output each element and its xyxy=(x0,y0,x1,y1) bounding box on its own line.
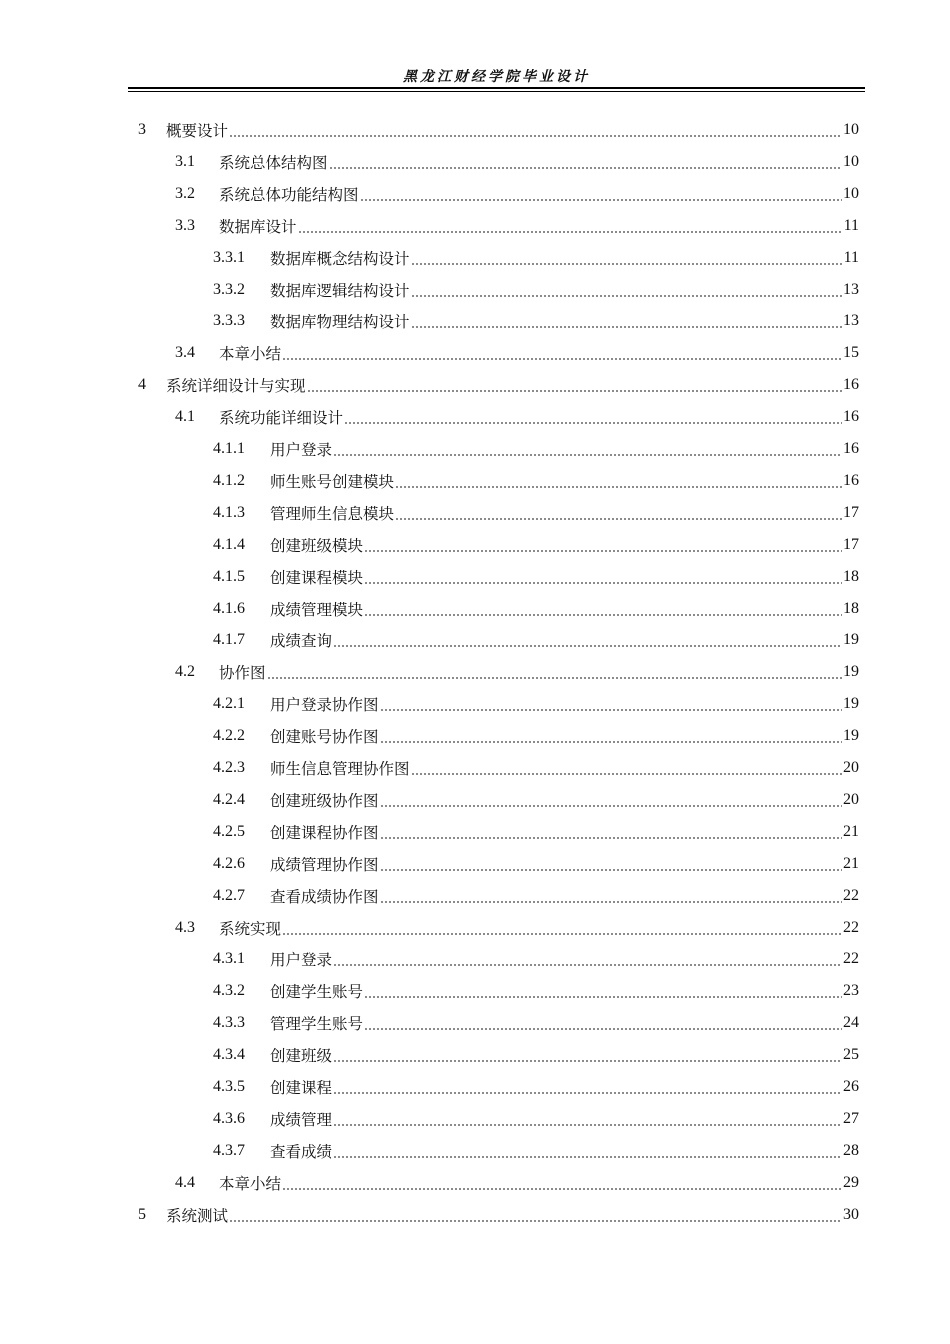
toc-entry-title: 成绩管理 xyxy=(270,1110,333,1129)
toc-entry-page-number: 19 xyxy=(843,631,859,649)
toc-entry-title: 管理学生账号 xyxy=(270,1015,364,1034)
toc-dot-leader xyxy=(333,441,842,457)
toc-entry-number: 4.1.4 xyxy=(213,535,245,553)
toc-dot-leader xyxy=(380,888,842,904)
toc-dot-leader xyxy=(333,1111,842,1127)
toc-entry[interactable] xyxy=(213,848,859,880)
toc-entry-page-number: 17 xyxy=(843,503,859,521)
toc-entry-number: 4.2.4 xyxy=(213,790,245,808)
toc-entry-number: 4.3.7 xyxy=(213,1141,245,1159)
toc-entry-page-number: 25 xyxy=(843,1046,859,1064)
toc-dot-leader xyxy=(333,632,842,648)
toc-entry-page-number: 16 xyxy=(843,471,859,489)
toc-entry-title: 创建班级协作图 xyxy=(270,791,379,810)
toc-dot-leader xyxy=(380,824,842,840)
toc-entry-number: 3 xyxy=(138,121,146,138)
toc-dot-leader xyxy=(411,313,842,329)
toc-entry-page-number: 28 xyxy=(843,1141,859,1159)
toc-dot-leader xyxy=(267,664,842,680)
toc-entry-number: 4.1.7 xyxy=(213,631,245,649)
toc-entry-number: 4.2.6 xyxy=(213,854,245,872)
toc-entry-page-number: 13 xyxy=(843,280,859,298)
toc-entry[interactable] xyxy=(213,880,859,912)
toc-entry-number: 4.1.6 xyxy=(213,599,245,617)
toc-dot-leader xyxy=(307,377,842,393)
toc-dot-leader xyxy=(411,282,842,298)
toc-dot-leader xyxy=(229,1207,842,1223)
toc-entry-title: 创建班级 xyxy=(270,1047,333,1066)
toc-entry-number: 4.3.5 xyxy=(213,1078,245,1095)
toc-dot-leader xyxy=(364,983,842,999)
toc-entry-title: 数据库设计 xyxy=(219,217,297,236)
toc-entry-number: 4 xyxy=(138,376,146,394)
toc-entry-page-number: 17 xyxy=(843,535,859,553)
toc-dot-leader xyxy=(364,569,842,585)
toc-dot-leader xyxy=(411,760,842,776)
toc-entry-page-number: 24 xyxy=(843,1014,859,1032)
header-rule-thick xyxy=(128,87,865,89)
toc-dot-leader xyxy=(360,186,842,202)
toc-dot-leader xyxy=(333,951,842,967)
toc-entry[interactable] xyxy=(213,624,859,656)
toc-dot-leader xyxy=(282,920,842,936)
toc-dot-leader xyxy=(282,1175,842,1191)
toc-entry[interactable] xyxy=(213,1103,859,1135)
toc-entry[interactable] xyxy=(213,561,859,593)
toc-entry-number: 4.2.1 xyxy=(213,695,245,713)
page-header xyxy=(128,66,865,92)
toc-entry[interactable] xyxy=(213,305,859,337)
toc-entry[interactable] xyxy=(138,369,859,401)
toc-entry-number: 3.3 xyxy=(175,216,195,234)
toc-entry-number: 4.4 xyxy=(175,1173,195,1191)
toc-entry-page-number: 11 xyxy=(843,216,859,234)
toc-dot-leader xyxy=(333,1047,842,1063)
toc-entry-number: 4.2 xyxy=(175,663,195,681)
toc-dot-leader xyxy=(364,1015,842,1031)
toc-dot-leader xyxy=(333,1143,842,1159)
toc-dot-leader xyxy=(380,856,842,872)
toc-entry-title: 系统详细设计与实现 xyxy=(166,377,306,396)
toc-entry-title: 查看成绩协作图 xyxy=(270,887,379,906)
toc-dot-leader xyxy=(395,505,842,521)
toc-dot-leader xyxy=(411,250,843,266)
toc-entry-title: 系统实现 xyxy=(219,919,282,938)
toc-entry-number: 3.4 xyxy=(175,344,195,362)
toc-entry-page-number: 23 xyxy=(843,982,859,1000)
toc-entry[interactable] xyxy=(213,593,859,625)
toc-entry-number: 3.3.1 xyxy=(213,248,245,266)
toc-entry[interactable] xyxy=(175,210,859,242)
toc-entry-title: 系统总体结构图 xyxy=(219,153,328,172)
toc-entry-title: 协作图 xyxy=(219,664,266,683)
toc-entry[interactable] xyxy=(213,274,859,306)
toc-entry-title: 系统总体功能结构图 xyxy=(219,185,359,204)
toc-entry[interactable] xyxy=(175,1167,859,1199)
toc-entry[interactable] xyxy=(213,688,859,720)
header-rule-thin xyxy=(128,91,865,92)
toc-entry-number: 4.1.2 xyxy=(213,471,245,489)
toc-entry-title: 用户登录 xyxy=(270,951,333,970)
toc-entry[interactable] xyxy=(213,1007,859,1039)
toc-entry-title: 创建账号协作图 xyxy=(270,728,379,747)
toc-entry-number: 3.1 xyxy=(175,152,195,170)
toc-entry-page-number: 22 xyxy=(843,950,859,968)
toc-entry[interactable] xyxy=(213,529,859,561)
toc-entry-number: 4.3.1 xyxy=(213,950,245,968)
toc-entry[interactable] xyxy=(213,784,859,816)
toc-entry-page-number: 20 xyxy=(843,790,859,808)
toc-dot-leader xyxy=(380,696,842,712)
toc-entry-page-number: 22 xyxy=(843,886,859,904)
toc-entry-page-number: 26 xyxy=(843,1078,859,1095)
toc-entry-title: 成绩管理协作图 xyxy=(270,855,379,874)
toc-entry-number: 4.3.3 xyxy=(213,1014,245,1032)
toc-entry-page-number: 13 xyxy=(843,312,859,330)
toc-entry-page-number: 10 xyxy=(843,152,859,170)
toc-entry[interactable] xyxy=(138,114,859,146)
toc-entry-page-number: 30 xyxy=(843,1205,859,1223)
toc-entry-title: 创建课程协作图 xyxy=(270,823,379,842)
toc-entry-number: 4.3 xyxy=(175,918,195,936)
toc-entry[interactable] xyxy=(175,656,859,688)
toc-entry-page-number: 18 xyxy=(843,567,859,585)
toc-entry-page-number: 19 xyxy=(843,663,859,681)
toc-entry-page-number: 21 xyxy=(843,822,859,840)
toc-entry-title: 数据库概念结构设计 xyxy=(270,249,410,268)
toc-entry[interactable] xyxy=(213,752,859,784)
toc-entry[interactable] xyxy=(213,242,859,274)
toc-entry-title: 本章小结 xyxy=(219,1174,282,1193)
header-title: 黑龙江财经学院毕业设计 xyxy=(403,69,590,85)
toc-entry-number: 4.1 xyxy=(175,408,195,426)
toc-entry-page-number: 20 xyxy=(843,759,859,776)
toc-entry[interactable] xyxy=(213,943,859,975)
toc-entry-page-number: 21 xyxy=(843,854,859,872)
toc-dot-leader xyxy=(364,601,842,617)
toc-entry-title: 创建课程 xyxy=(270,1079,333,1097)
toc-entry[interactable] xyxy=(213,816,859,848)
toc-entry-page-number: 16 xyxy=(843,408,859,426)
toc-dot-leader xyxy=(298,218,843,234)
toc-entry-title: 用户登录协作图 xyxy=(270,696,379,715)
toc-entry-title: 概要设计 xyxy=(166,122,229,140)
toc-entry[interactable] xyxy=(213,433,859,465)
toc-dot-leader xyxy=(344,409,842,425)
toc-entry-number: 4.2.3 xyxy=(213,759,245,776)
toc-entry[interactable] xyxy=(175,146,859,178)
toc-entry[interactable] xyxy=(175,337,859,369)
toc-entry-number: 4.1.5 xyxy=(213,567,245,585)
toc-entry-title: 创建班级模块 xyxy=(270,536,364,555)
toc-entry-number: 4.3.2 xyxy=(213,982,245,1000)
toc-entry-number: 3.3.3 xyxy=(213,312,245,330)
toc-entry[interactable] xyxy=(213,497,859,529)
toc-dot-leader xyxy=(329,154,842,170)
toc-entry-number: 5 xyxy=(138,1205,146,1223)
toc-entry-page-number: 16 xyxy=(843,440,859,457)
toc-entry[interactable] xyxy=(213,975,859,1007)
toc-entry-title: 本章小结 xyxy=(219,345,282,364)
toc-entry-title: 系统功能详细设计 xyxy=(219,409,344,428)
toc-entry-number: 4.2.2 xyxy=(213,727,245,745)
toc-entry-title: 数据库逻辑结构设计 xyxy=(270,281,410,300)
toc-entry-number: 4.3.6 xyxy=(213,1109,245,1127)
toc-entry-title: 查看成绩 xyxy=(270,1142,333,1161)
toc-entry-number: 4.2.5 xyxy=(213,822,245,840)
toc-entry-title: 创建学生账号 xyxy=(270,983,364,1002)
toc-entry[interactable] xyxy=(213,1039,859,1071)
toc-entry[interactable] xyxy=(213,1135,859,1167)
toc-entry-page-number: 22 xyxy=(843,918,859,936)
toc-entry[interactable] xyxy=(175,401,859,433)
toc-entry-page-number: 19 xyxy=(843,727,859,745)
toc-entry-page-number: 15 xyxy=(843,344,859,362)
toc-entry-page-number: 10 xyxy=(843,121,859,138)
toc-dot-leader xyxy=(333,1079,842,1095)
toc-entry-number: 3.2 xyxy=(175,184,195,202)
toc-entry[interactable] xyxy=(213,465,859,497)
toc-entry-title: 师生信息管理协作图 xyxy=(270,760,410,778)
toc-entry-number: 4.3.4 xyxy=(213,1046,245,1064)
toc-entry[interactable] xyxy=(213,720,859,752)
toc-dot-leader xyxy=(282,345,842,361)
toc-entry-page-number: 11 xyxy=(843,248,859,266)
toc-entry-page-number: 10 xyxy=(843,184,859,202)
toc-entry-page-number: 18 xyxy=(843,599,859,617)
toc-entry-number: 4.2.7 xyxy=(213,886,245,904)
toc-dot-leader xyxy=(229,122,842,138)
toc-entry-title: 成绩查询 xyxy=(270,632,333,651)
toc-entry-title: 系统测试 xyxy=(166,1206,229,1225)
toc-entry-number: 4.1.3 xyxy=(213,503,245,521)
toc-entry-title: 管理师生信息模块 xyxy=(270,504,395,523)
toc-entry[interactable] xyxy=(175,178,859,210)
toc-entry-page-number: 16 xyxy=(843,376,859,394)
toc-entry-page-number: 19 xyxy=(843,695,859,713)
toc-entry-title: 数据库物理结构设计 xyxy=(270,313,410,332)
toc-entry-title: 师生账号创建模块 xyxy=(270,472,395,491)
toc-entry-page-number: 27 xyxy=(843,1109,859,1127)
toc-entry[interactable] xyxy=(138,1199,859,1231)
toc-entry-title: 成绩管理模块 xyxy=(270,600,364,619)
toc-dot-leader xyxy=(380,792,842,808)
toc-entry-number: 4.1.1 xyxy=(213,440,245,457)
toc-dot-leader xyxy=(395,473,842,489)
toc-entry-number: 3.3.2 xyxy=(213,280,245,298)
toc-entry-title: 创建课程模块 xyxy=(270,568,364,587)
toc-dot-leader xyxy=(364,537,842,553)
toc-entry[interactable] xyxy=(175,912,859,944)
toc-entry[interactable] xyxy=(213,1071,859,1103)
toc-dot-leader xyxy=(380,728,842,744)
toc-entry-title: 用户登录 xyxy=(270,441,333,459)
toc-entry-page-number: 29 xyxy=(843,1173,859,1191)
